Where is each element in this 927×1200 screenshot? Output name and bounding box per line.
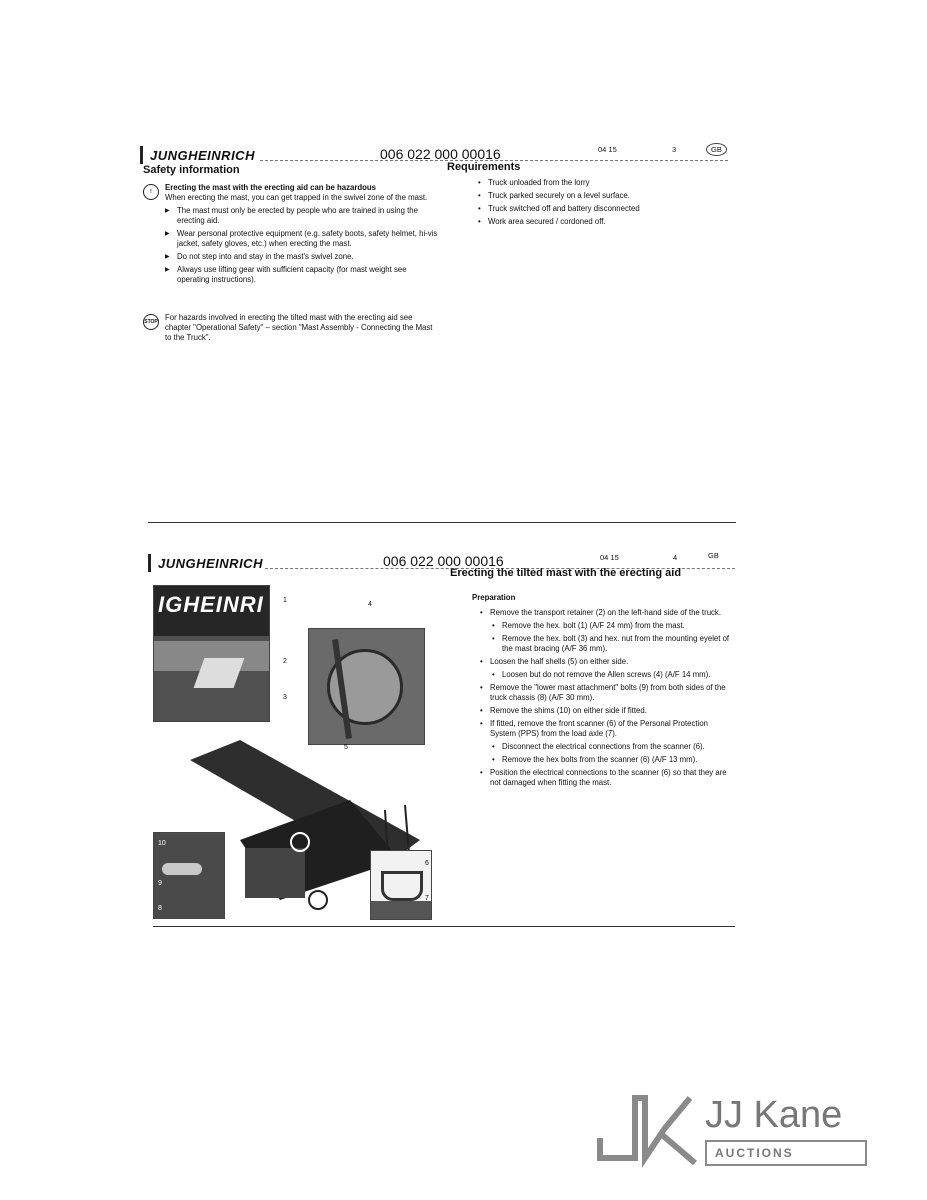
- step-text: Remove the transport retainer (2) on the left-hand side of the truck.: [490, 608, 721, 617]
- preparation-heading: Preparation: [472, 593, 516, 602]
- hazard-block: [165, 183, 440, 288]
- requirement-item: • Work area secured / cordoned off.: [476, 217, 726, 227]
- document-number: 006 022 000 00016: [383, 553, 504, 569]
- callout-6: 6: [425, 860, 429, 867]
- sub-step-item: • Loosen but do not remove the Allen screws (4) (A/F 14 mm).: [490, 670, 732, 680]
- jj-kane-watermark: [590, 1088, 890, 1168]
- sub-step-item: • Remove the hex bolts from the scanner (6) (A/F 13 mm).: [490, 755, 732, 765]
- header-bar: [140, 146, 143, 164]
- hazard-heading: Erecting the mast with the erecting aid can be hazardous: [165, 183, 376, 192]
- callout-5: 5: [344, 744, 348, 751]
- preparation-steps: [478, 608, 732, 788]
- callout-8: 8: [158, 905, 162, 912]
- stop-text: For hazards involved in erecting the tilted mast with the erecting aid see chapter "Operational Safety" – section "Mast Assembly - Connecting the Mast to the Truck".: [165, 313, 433, 342]
- document-number: 006 022 000 00016: [380, 146, 501, 162]
- sub-steps: [490, 621, 732, 654]
- sub-steps: [490, 670, 732, 680]
- date-code: 04 15: [598, 145, 617, 154]
- step-item: • Position the electrical connections to the scanner (6) so that they are not damaged when fitting the mast.: [478, 768, 732, 788]
- hazard-action: ▶ Always use lifting gear with sufficient capacity (for mast weight see operating instructions).: [165, 265, 440, 285]
- callout-9: 9: [158, 880, 162, 887]
- sub-steps: [490, 742, 732, 765]
- photo-label: IGHEINRI: [158, 592, 264, 617]
- sub-step-item: • Disconnect the electrical connections from the scanner (6).: [490, 742, 732, 752]
- truck-cab: [245, 848, 305, 898]
- page-number: 3: [672, 145, 677, 154]
- bottom-rule: [153, 926, 735, 927]
- language-badge: GB: [706, 143, 727, 156]
- hazard-actions: [165, 206, 440, 285]
- callout-3: 3: [283, 694, 287, 701]
- wheel-marker: [309, 891, 327, 909]
- sub-step-item: • Remove the hex. bolt (1) (A/F 24 mm) from the mast.: [490, 621, 732, 631]
- step-item: • Remove the shims (10) on either side if fitted.: [478, 706, 732, 716]
- hazard-action: ▶ The mast must only be erected by people who are trained in using the erecting aid.: [165, 206, 440, 226]
- callout-4: 4: [368, 601, 372, 608]
- callout-2: 2: [283, 658, 287, 665]
- callout-7: 7: [425, 895, 429, 902]
- page-separator: [148, 522, 736, 523]
- step-item: • Remove the "lower mast attachment" bolts (9) from both sides of the truck chassis (8) (A/F 30 mm).: [478, 683, 732, 703]
- step-item: [478, 657, 732, 680]
- brand-logo: JUNGHEINRICH: [158, 556, 263, 571]
- step-text: Loosen the half shells (5) on either side.: [490, 657, 629, 666]
- watermark-tag: AUCTIONS: [705, 1140, 867, 1166]
- step-item: [478, 608, 732, 654]
- callout-1: 1: [283, 597, 287, 604]
- photo-scanner: [370, 850, 432, 920]
- watermark-name: JJ Kane: [705, 1094, 843, 1136]
- language-badge: GB: [708, 551, 719, 560]
- brand-logo: JUNGHEINRICH: [150, 148, 255, 163]
- step-text: If fitted, remove the front scanner (6) of the Personal Protection System (PPS) from the load axle (7).: [490, 719, 708, 738]
- header-bar: [148, 554, 151, 572]
- page-number: 4: [673, 553, 678, 562]
- warning-icon: !: [143, 184, 159, 200]
- jk-monogram-icon: [590, 1088, 705, 1168]
- requirement-item: • Truck unloaded from the lorry: [476, 178, 726, 188]
- preparation-block: [472, 593, 732, 791]
- procedure-title: Erecting the tilted mast with the erecting aid: [450, 567, 682, 579]
- requirement-item: • Truck parked securely on a level surface.: [476, 191, 726, 201]
- requirements-title: Requirements: [447, 161, 521, 173]
- safety-info-title: Safety information: [143, 164, 240, 176]
- sub-step-item: • Remove the hex. bolt (3) and hex. nut from the mounting eyelet of the mast bracing (A/F 36 mm).: [490, 634, 732, 654]
- hazard-action: ▶ Do not step into and stay in the mast's swivel zone.: [165, 252, 440, 262]
- requirement-item: • Truck switched off and battery disconnected: [476, 204, 726, 214]
- stop-icon: STOP: [143, 314, 159, 330]
- requirements-list: [476, 178, 726, 230]
- photo-transport-retainer: [153, 585, 270, 722]
- date-code: 04 15: [600, 553, 619, 562]
- photo-half-shells: [308, 628, 425, 745]
- step-item: [478, 719, 732, 765]
- hazard-action: ▶ Wear personal protective equipment (e.g. safety boots, safety helmet, hi-vis jacket, safety gloves, etc.) when erecting the mast.: [165, 229, 440, 249]
- hazard-text: When erecting the mast, you can get trapped in the swivel zone of the mast.: [165, 193, 428, 202]
- callout-10: 10: [158, 840, 166, 847]
